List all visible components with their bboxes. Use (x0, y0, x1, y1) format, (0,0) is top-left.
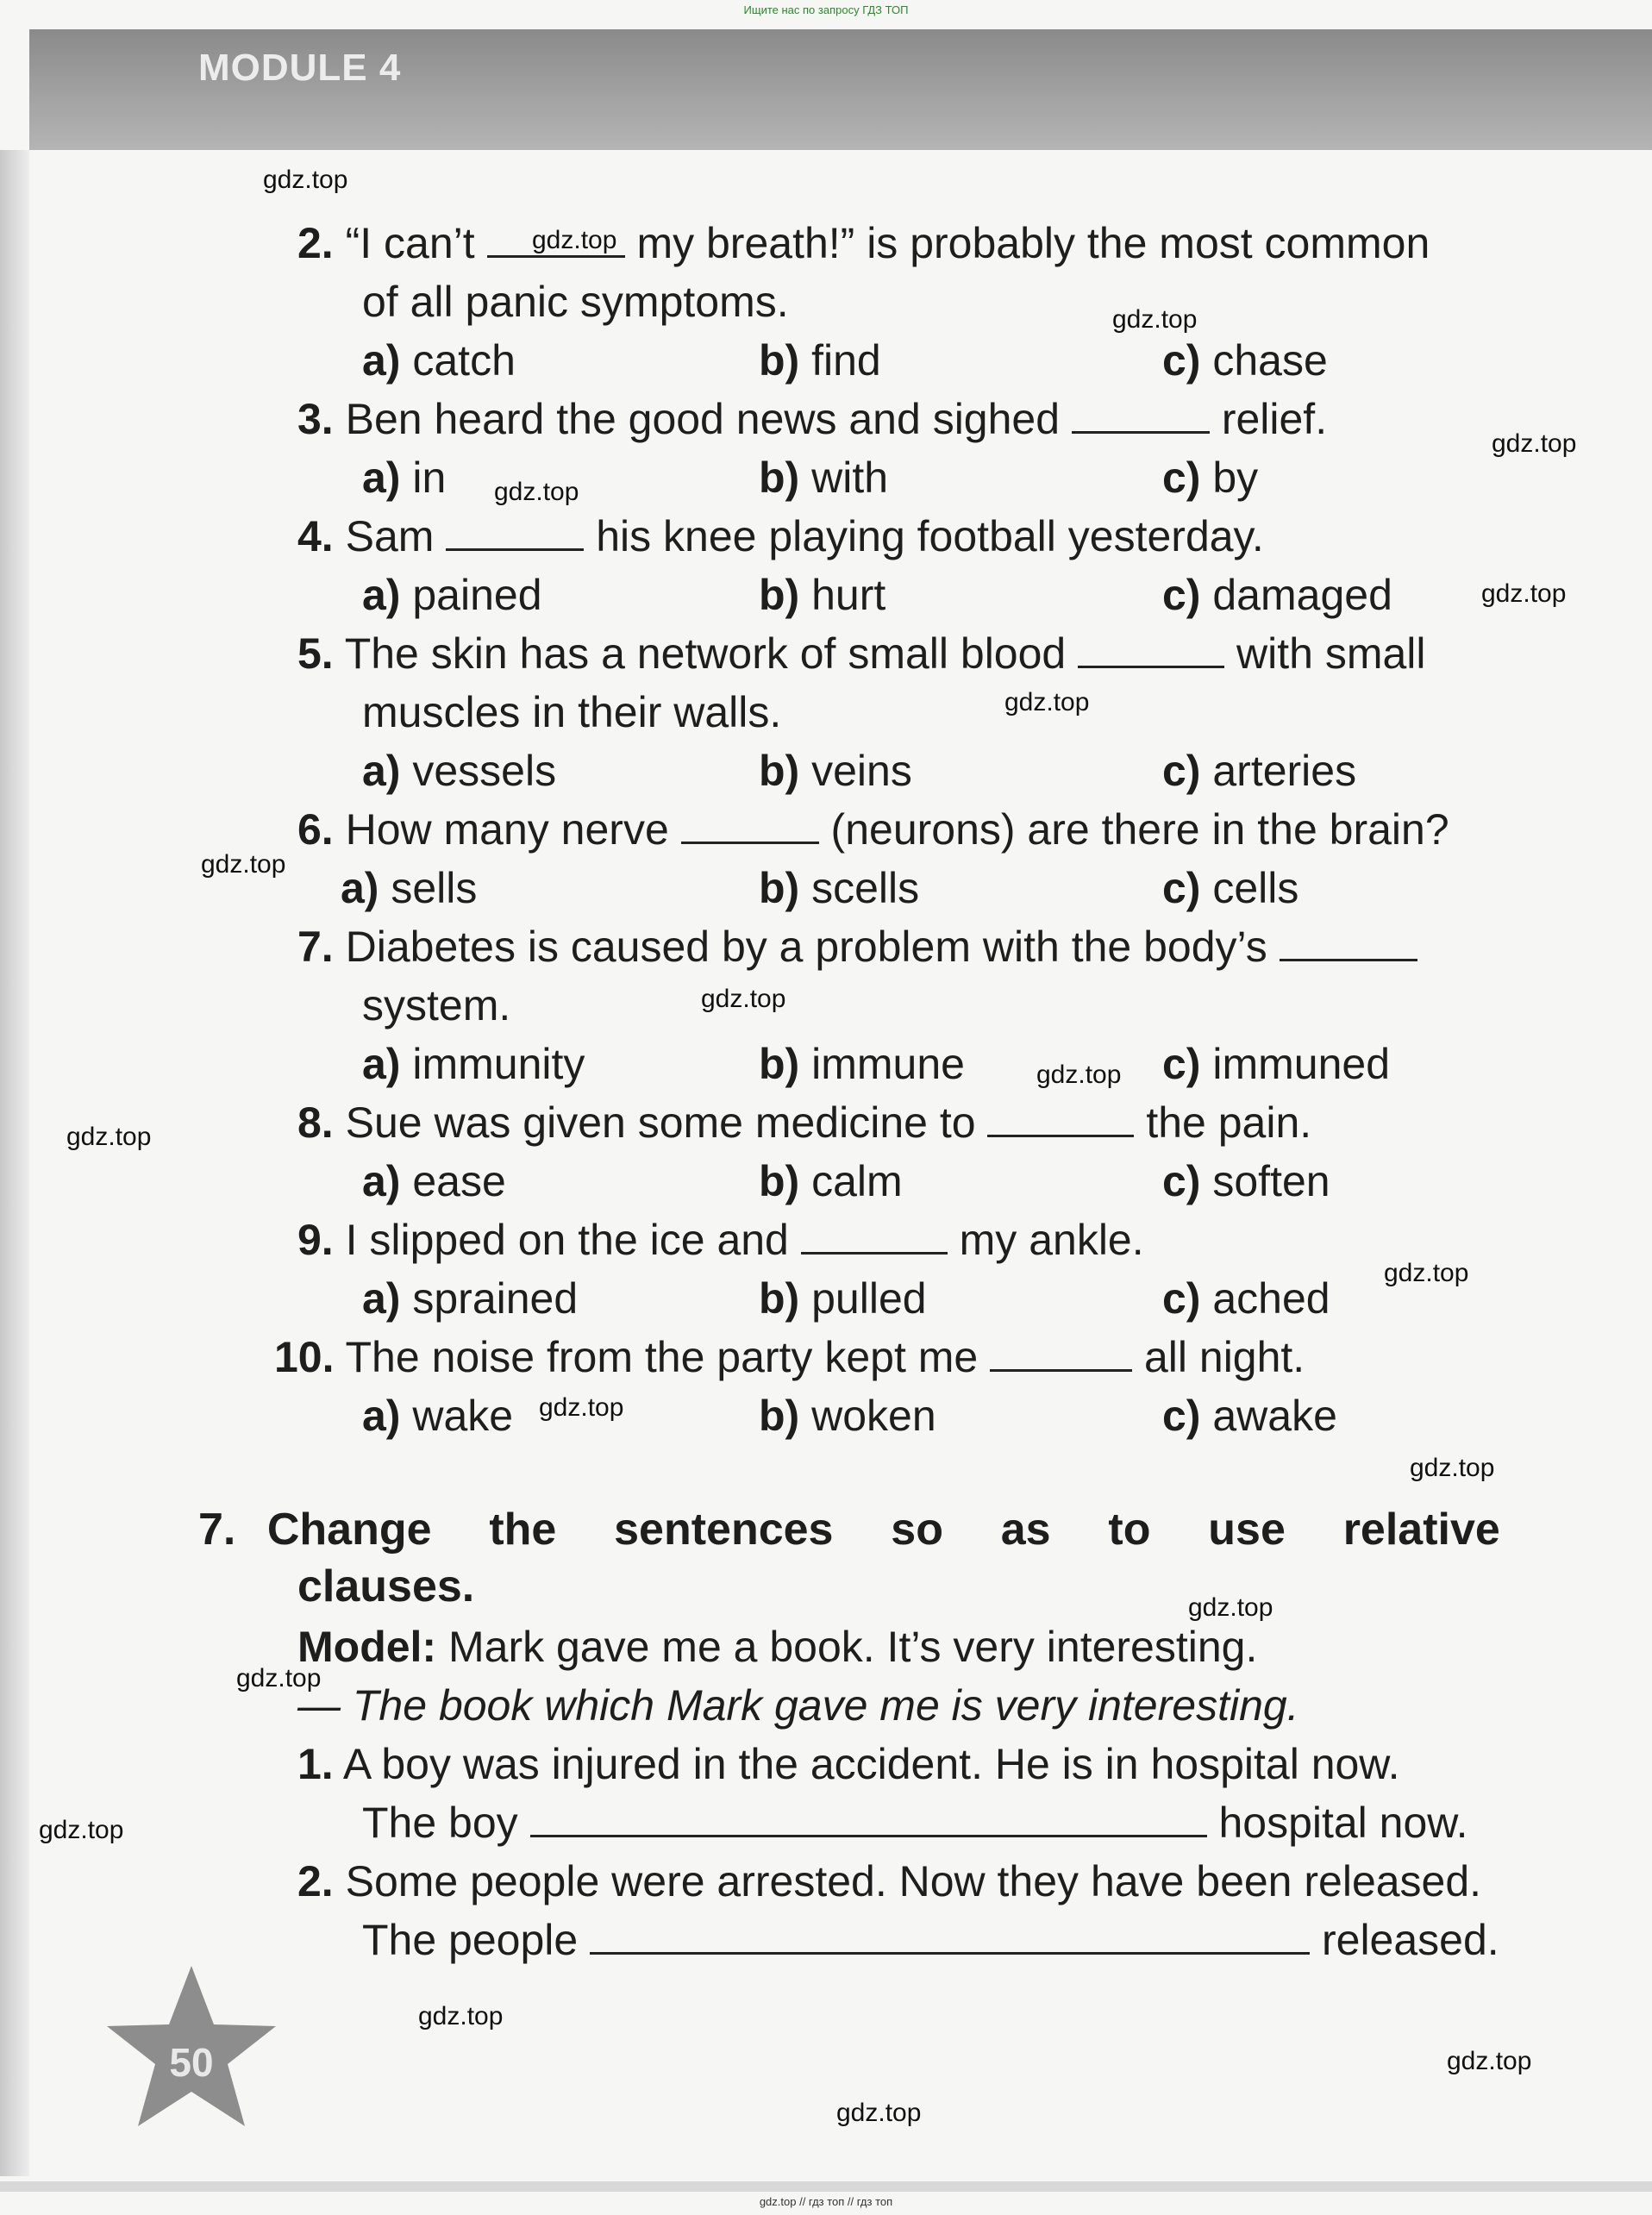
watermark: gdz.top (1410, 1454, 1495, 1482)
option-b[interactable]: b) hurt (759, 571, 886, 619)
option-b[interactable]: b) find (759, 336, 881, 385)
watermark: gdz.top (1112, 305, 1198, 334)
option-a[interactable]: a) pained (362, 571, 542, 619)
bottom-note: gdz.top // гдз топ // гдз топ (759, 2195, 893, 2208)
question-text: Sue was given some medicine to (345, 1098, 988, 1147)
question-text: Diabetes is caused by a problem with the body’s (345, 923, 1280, 971)
stem-text: released. (1310, 1916, 1499, 1964)
question-text: How many nerve (345, 805, 681, 854)
question-number: 9. (297, 1216, 334, 1264)
option-b[interactable]: b) pulled (759, 1274, 927, 1323)
question-number: 4. (297, 512, 334, 560)
question-9 (297, 1214, 1144, 1266)
item-number: 1. (297, 1740, 334, 1788)
answer-blank[interactable] (801, 1214, 948, 1255)
question-text: my breath!” is probably the most common (624, 219, 1430, 267)
exercise-7-heading (198, 1502, 1543, 1557)
stem-text: The boy (362, 1799, 530, 1847)
question-4 (297, 510, 1264, 562)
watermark: gdz.top (836, 2099, 922, 2127)
question-text: the pain. (1134, 1098, 1312, 1147)
watermark: gdz.top (39, 1816, 124, 1844)
question-10 (274, 1331, 1305, 1383)
stem-text: The people (362, 1916, 591, 1964)
question-number: 10. (274, 1333, 335, 1381)
question-number: 6. (297, 805, 334, 854)
watermark: gdz.top (236, 1664, 322, 1693)
question-7 (297, 921, 1417, 973)
question-number: 2. (297, 219, 334, 267)
option-a[interactable]: a) ease (362, 1157, 506, 1205)
exercise-number: 7. (198, 1505, 236, 1555)
question-text: The skin has a network of small blood (344, 629, 1079, 678)
model-answer: — The book which Mark gave me is very interesting. (297, 1681, 1299, 1730)
ex7-item-2-stem (362, 1914, 1499, 1966)
item-text: A boy was injured in the accident. He is in hospital now. (342, 1740, 1400, 1788)
answer-blank[interactable] (530, 1797, 1207, 1837)
option-a[interactable]: a) sells (341, 864, 478, 912)
question-text: relief. (1209, 395, 1328, 443)
question-text: Ben heard the good news and sighed (345, 395, 1072, 443)
watermark: gdz.top (1004, 688, 1090, 716)
watermark: gdz.top (263, 166, 348, 194)
answer-blank[interactable] (987, 1097, 1134, 1137)
option-c[interactable]: c) arteries (1162, 747, 1357, 795)
question-text: The noise from the party kept me (345, 1333, 991, 1381)
watermark: gdz.top (701, 985, 786, 1013)
item-number: 2. (297, 1857, 334, 1905)
question-text: my ankle. (947, 1216, 1144, 1264)
question-5 (297, 628, 1426, 679)
question-text: Sam (345, 512, 447, 560)
option-c[interactable]: c) cells (1162, 864, 1299, 912)
question-3 (297, 393, 1327, 445)
option-a[interactable]: a) in (362, 454, 447, 502)
question-text: his knee playing football yesterday. (584, 512, 1264, 560)
watermark: gdz.top (201, 850, 286, 879)
watermark: gdz.top (532, 226, 617, 254)
answer-blank[interactable] (1072, 393, 1210, 434)
question-number: 5. (297, 629, 334, 678)
question-6 (297, 804, 1449, 855)
option-a[interactable]: a) wake (362, 1392, 514, 1440)
model-text: Mark gave me a book. It’s very interesting. (436, 1623, 1258, 1671)
option-b[interactable]: b) calm (759, 1157, 903, 1205)
stem-text: hospital now. (1206, 1799, 1468, 1847)
option-c[interactable]: c) chase (1162, 336, 1328, 385)
option-c[interactable]: c) ached (1162, 1274, 1330, 1323)
model-line (297, 1621, 1257, 1673)
question-text: with small (1224, 629, 1426, 678)
option-c[interactable]: c) damaged (1162, 571, 1392, 619)
watermark: gdz.top (1188, 1593, 1273, 1622)
watermark: gdz.top (539, 1393, 624, 1422)
question-text: I slipped on the ice and (345, 1216, 801, 1264)
option-c[interactable]: c) by (1162, 454, 1259, 502)
question-number: 7. (297, 923, 334, 971)
answer-blank[interactable] (446, 510, 584, 551)
answer-blank[interactable] (1280, 921, 1417, 961)
answer-blank[interactable] (590, 1914, 1310, 1955)
question-text: (neurons) are there in the brain? (818, 805, 1449, 854)
option-c[interactable]: c) awake (1162, 1392, 1337, 1440)
watermark: gdz.top (1492, 429, 1577, 458)
question-text: “I can’t (345, 219, 487, 267)
question-2-cont: of all panic symptoms. (362, 278, 789, 326)
ex7-item-1 (297, 1738, 1400, 1790)
page-number-star (97, 1957, 286, 2138)
question-number: 3. (297, 395, 334, 443)
option-a[interactable]: a) vessels (362, 747, 557, 795)
watermark: gdz.top (1384, 1259, 1469, 1287)
option-b[interactable]: b) scells (759, 864, 920, 912)
top-note: Ищите нас по запросу ГДЗ ТОП (743, 3, 909, 16)
option-b[interactable]: b) with (759, 454, 889, 502)
option-c[interactable]: c) immuned (1162, 1040, 1391, 1088)
module-title: MODULE 4 (198, 47, 402, 89)
exercise-title: Change the sentences so as to use relative (266, 1505, 1500, 1555)
option-b[interactable]: b) immune (759, 1040, 965, 1088)
question-number: 8. (297, 1098, 334, 1147)
question-8 (297, 1097, 1311, 1148)
exercise-7-heading-cont: clauses. (297, 1561, 475, 1611)
ex7-item-2 (297, 1855, 1481, 1907)
option-a[interactable]: a) sprained (362, 1274, 579, 1323)
option-a[interactable]: a) catch (362, 336, 516, 385)
question-text: all night. (1132, 1333, 1305, 1381)
answer-blank[interactable] (990, 1331, 1132, 1372)
ex7-item-1-stem (362, 1797, 1468, 1849)
answer-blank[interactable] (681, 804, 819, 844)
watermark: gdz.top (1481, 579, 1567, 608)
bottom-band (0, 2181, 1652, 2192)
question-2 (297, 217, 1430, 269)
model-label: Model: (297, 1623, 437, 1671)
question-7-cont: system. (362, 981, 511, 1029)
answer-blank[interactable] (1078, 628, 1224, 668)
watermark: gdz.top (66, 1123, 152, 1151)
watermark: gdz.top (494, 478, 579, 506)
option-a[interactable]: a) immunity (362, 1040, 585, 1088)
item-text: Some people were arrested. Now they have been released. (345, 1857, 1482, 1905)
watermark: gdz.top (1447, 2047, 1532, 2075)
question-5-cont: muscles in their walls. (362, 688, 782, 736)
option-c[interactable]: c) soften (1162, 1157, 1330, 1205)
watermark: gdz.top (418, 2002, 504, 2030)
option-b[interactable]: b) woken (759, 1392, 936, 1440)
watermark: gdz.top (1036, 1061, 1122, 1089)
page-number: 50 (169, 2040, 214, 2085)
option-b[interactable]: b) veins (759, 747, 912, 795)
